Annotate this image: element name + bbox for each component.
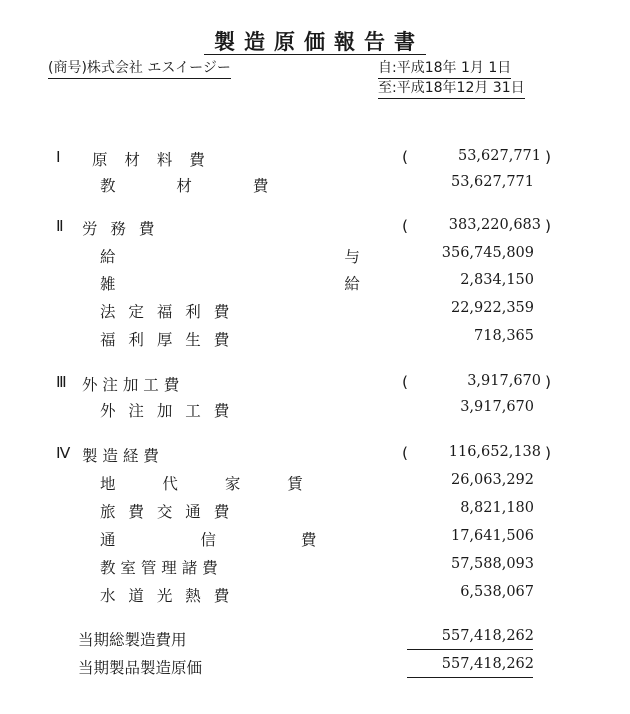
total-value: 557,418,262 <box>441 628 534 644</box>
line-item-value: 718,365 <box>474 328 534 344</box>
line-item <box>0 498 630 522</box>
period-to: 至:平成18年12月 31日 <box>378 77 525 99</box>
line-item-label: 通 信 費 <box>100 531 357 549</box>
paren-close: ) <box>545 444 552 462</box>
line-item-value: 6,538,067 <box>460 584 534 600</box>
total-label: 当期総製造費用 <box>78 631 187 649</box>
section-title: 原 材 料 費 <box>92 151 211 169</box>
line-item-label: 水 道 光 熱 費 <box>100 587 234 605</box>
paren-open: ( <box>402 373 409 391</box>
line-item-value: 53,627,771 <box>450 174 534 190</box>
section-title: 労 務 費 <box>82 220 159 238</box>
line-item-label: 雑 給 <box>100 275 472 293</box>
section-title: 製 造 経 費 <box>82 447 159 465</box>
line-item <box>0 298 630 322</box>
line-item-label: 地 代 家 賃 <box>100 475 324 493</box>
line-item <box>0 243 630 267</box>
section-title: 外 注 加 工 費 <box>82 376 180 394</box>
section-header <box>0 215 630 239</box>
line-item <box>0 397 630 421</box>
line-item-value: 57,588,093 <box>450 556 534 572</box>
line-item-value: 22,922,359 <box>450 300 534 316</box>
section-total: 53,627,771 <box>457 148 541 164</box>
section-numeral: Ⅱ <box>56 217 64 235</box>
paren-close: ) <box>545 148 552 166</box>
line-item-value: 3,917,670 <box>460 399 534 415</box>
line-item-label: 外 注 加 工 費 <box>100 402 234 420</box>
line-item-value: 17,641,506 <box>450 528 534 544</box>
line-item-value: 2,834,150 <box>460 272 534 288</box>
line-item-label: 福 利 厚 生 費 <box>100 331 234 349</box>
section-total: 383,220,683 <box>448 217 541 233</box>
section-numeral: Ⅲ <box>56 373 67 391</box>
line-item-label: 法 定 福 利 費 <box>100 303 234 321</box>
total-row <box>0 626 630 650</box>
line-item <box>0 526 630 550</box>
section-total: 3,917,670 <box>467 373 541 389</box>
paren-open: ( <box>402 148 409 166</box>
line-item-value: 26,063,292 <box>450 472 534 488</box>
paren-open: ( <box>402 444 409 462</box>
line-item <box>0 554 630 578</box>
paren-close: ) <box>545 373 552 391</box>
line-item-label: 教 材 費 <box>100 177 297 195</box>
report-title: 製造原価報告書 <box>0 26 630 56</box>
line-item-value: 356,745,809 <box>441 245 534 261</box>
line-item <box>0 582 630 606</box>
section-header <box>0 442 630 466</box>
line-item <box>0 326 630 350</box>
paren-close: ) <box>545 217 552 235</box>
total-label: 当期製品製造原価 <box>78 659 203 677</box>
section-numeral: Ⅰ <box>56 148 61 166</box>
line-item <box>0 172 630 196</box>
section-total: 116,652,138 <box>448 444 541 460</box>
line-item-label: 旅 費 交 通 費 <box>100 503 234 521</box>
total-divider <box>407 649 533 650</box>
line-item <box>0 470 630 494</box>
company-name: (商号)株式会社 エスイージー <box>48 57 231 79</box>
line-item-value: 8,821,180 <box>460 500 534 516</box>
section-header <box>0 146 630 170</box>
line-item-label: 給 与 <box>100 248 472 266</box>
paren-open: ( <box>402 217 409 235</box>
section-numeral: Ⅳ <box>56 444 71 462</box>
total-row <box>0 654 630 678</box>
section-header <box>0 371 630 395</box>
total-underline <box>407 677 533 678</box>
period-from: 自:平成18年 1月 1日 <box>378 57 511 79</box>
line-item-label: 教 室 管 理 諸 費 <box>100 559 218 577</box>
total-value: 557,418,262 <box>441 656 534 672</box>
line-item <box>0 270 630 294</box>
